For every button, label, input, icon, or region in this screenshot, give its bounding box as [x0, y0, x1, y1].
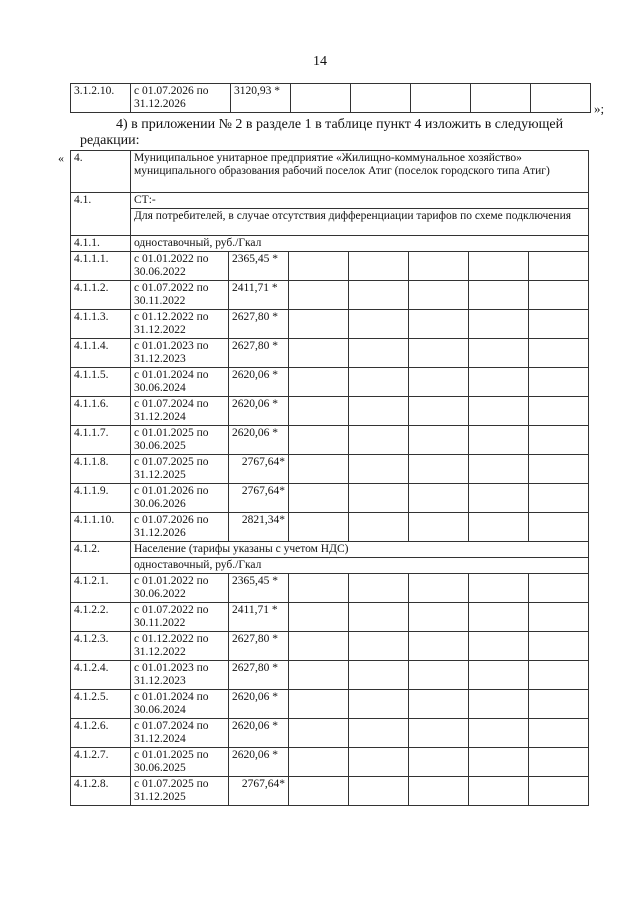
- row-number: 4.1.2.6.: [71, 719, 131, 748]
- empty-cell: [289, 397, 349, 426]
- empty-cell: [409, 632, 469, 661]
- empty-cell: [469, 339, 529, 368]
- empty-cell: [529, 426, 589, 455]
- previous-tariff-table: [70, 83, 591, 113]
- row-price: 2411,71 *: [229, 281, 289, 310]
- empty-cell: [349, 455, 409, 484]
- row-number: 4.1.2.3.: [71, 632, 131, 661]
- empty-cell: [289, 484, 349, 513]
- row-period: с 01.01.2025 по 30.06.2025: [131, 748, 229, 777]
- empty-cell: [409, 513, 469, 542]
- empty-cell: [529, 397, 589, 426]
- empty-cell: [469, 513, 529, 542]
- group-sub-row: [71, 558, 589, 574]
- empty-cell: [469, 690, 529, 719]
- empty-cell: [409, 574, 469, 603]
- table-row: [71, 777, 589, 806]
- empty-cell: [529, 281, 589, 310]
- table-row: [71, 397, 589, 426]
- empty-cell: [409, 397, 469, 426]
- empty-cell: [289, 455, 349, 484]
- row-period: с 01.07.2025 по 31.12.2025: [131, 777, 229, 806]
- row-number: 4.1.2.2.: [71, 603, 131, 632]
- table-row: [71, 252, 589, 281]
- empty-cell: [469, 252, 529, 281]
- row-number: 4.1.1.10.: [71, 513, 131, 542]
- row-number: 4.1.2.7.: [71, 748, 131, 777]
- row-price: 2767,64*: [229, 455, 289, 484]
- empty-cell: [529, 574, 589, 603]
- empty-cell: [289, 603, 349, 632]
- row-price: 2620,06 *: [229, 426, 289, 455]
- page-number: 14: [313, 54, 327, 69]
- opening-quote: «: [58, 151, 64, 165]
- row-period: с 01.01.2022 по 30.06.2022: [131, 252, 229, 281]
- empty-cell: [349, 397, 409, 426]
- empty-cell: [289, 252, 349, 281]
- row-period: с 01.07.2022 по 30.11.2022: [131, 603, 229, 632]
- row-price: 2620,06 *: [229, 719, 289, 748]
- empty-cell: [409, 368, 469, 397]
- empty-cell: [409, 690, 469, 719]
- row-period: с 01.12.2022 по 31.12.2022: [131, 632, 229, 661]
- row-price: 2620,06 *: [229, 690, 289, 719]
- empty-cell: [289, 281, 349, 310]
- row-period: с 01.01.2022 по 30.06.2022: [131, 574, 229, 603]
- empty-cell: [349, 748, 409, 777]
- row-period: с 01.01.2023 по 31.12.2023: [131, 339, 229, 368]
- group-row: [71, 542, 589, 558]
- closing-quote: »;: [594, 101, 605, 116]
- row-number: 4.1.2.5.: [71, 690, 131, 719]
- section-row: [71, 193, 589, 209]
- empty-cell: [409, 310, 469, 339]
- row-period: с 01.12.2022 по 31.12.2022: [131, 310, 229, 339]
- row-number: 4.1.1.3.: [71, 310, 131, 339]
- empty-cell: [469, 281, 529, 310]
- empty-cell: [469, 777, 529, 806]
- group-subtitle: одноставочный, руб./Гкал: [131, 558, 589, 574]
- empty-cell: [469, 719, 529, 748]
- empty-cell: [289, 310, 349, 339]
- group-number: 4.1.2.: [71, 542, 131, 574]
- empty-cell: [289, 426, 349, 455]
- row-number: 4.1.2.4.: [71, 661, 131, 690]
- section-sub-row: [71, 209, 589, 236]
- empty-cell: [469, 455, 529, 484]
- row-price: 2365,45 *: [229, 252, 289, 281]
- table-row: [71, 484, 589, 513]
- empty-cell: [409, 603, 469, 632]
- row-price: 2627,80 *: [229, 661, 289, 690]
- table-row: [71, 368, 589, 397]
- empty-cell: [289, 777, 349, 806]
- row-number: 4.1.1.9.: [71, 484, 131, 513]
- row-number: 4.1.1.4.: [71, 339, 131, 368]
- row-period: с 01.01.2025 по 30.06.2025: [131, 426, 229, 455]
- table-row: [71, 748, 589, 777]
- row-price: 2620,06 *: [229, 397, 289, 426]
- table-row: [71, 719, 589, 748]
- empty-cell: [529, 339, 589, 368]
- empty-cell: [469, 603, 529, 632]
- row-number: 4.1.2.1.: [71, 574, 131, 603]
- table-row: [71, 455, 589, 484]
- empty-cell: [409, 719, 469, 748]
- row-period: с 01.07.2026 по 31.12.2026: [131, 513, 229, 542]
- empty-cell: [289, 339, 349, 368]
- empty-cell: [349, 310, 409, 339]
- table-row: [71, 513, 589, 542]
- section-label: СТ:-: [131, 193, 589, 209]
- row-number: 4.1.1.5.: [71, 368, 131, 397]
- empty-cell: [469, 748, 529, 777]
- empty-cell: [529, 690, 589, 719]
- row-period: с 01.07.2026 по 31.12.2026: [131, 84, 231, 113]
- empty-cell: [289, 748, 349, 777]
- empty-cell: [409, 426, 469, 455]
- section-number: 4.1.: [71, 193, 131, 236]
- empty-cell: [529, 484, 589, 513]
- group-label: одноставочный, руб./Гкал: [131, 236, 589, 252]
- empty-cell: [469, 661, 529, 690]
- table-row: [71, 690, 589, 719]
- empty-cell: [409, 455, 469, 484]
- empty-cell: [529, 661, 589, 690]
- empty-cell: [349, 252, 409, 281]
- empty-cell: [469, 397, 529, 426]
- group-row: [71, 236, 589, 252]
- tariff-table: [70, 150, 589, 806]
- empty-cell: [529, 455, 589, 484]
- row-price: 2620,06 *: [229, 748, 289, 777]
- table-row: [71, 84, 591, 113]
- empty-cell: [349, 632, 409, 661]
- empty-cell: [349, 426, 409, 455]
- empty-cell: [529, 603, 589, 632]
- empty-cell: [349, 777, 409, 806]
- empty-cell: [529, 513, 589, 542]
- row-price: 2411,71 *: [229, 603, 289, 632]
- empty-cell: [469, 426, 529, 455]
- empty-cell: [529, 368, 589, 397]
- empty-cell: [531, 84, 591, 113]
- empty-cell: [409, 281, 469, 310]
- row-period: с 01.01.2026 по 30.06.2026: [131, 484, 229, 513]
- empty-cell: [349, 368, 409, 397]
- group-label: Население (тарифы указаны с учетом НДС): [131, 542, 589, 558]
- table-row: [71, 310, 589, 339]
- table-row: [71, 574, 589, 603]
- empty-cell: [469, 368, 529, 397]
- empty-cell: [349, 574, 409, 603]
- empty-cell: [289, 513, 349, 542]
- empty-cell: [469, 632, 529, 661]
- empty-cell: [349, 719, 409, 748]
- empty-cell: [349, 603, 409, 632]
- empty-cell: [529, 310, 589, 339]
- row-period: с 01.07.2024 по 31.12.2024: [131, 397, 229, 426]
- row-number: 4.1.1.6.: [71, 397, 131, 426]
- empty-cell: [351, 84, 411, 113]
- row-number: 4.1.2.8.: [71, 777, 131, 806]
- empty-cell: [349, 339, 409, 368]
- empty-cell: [289, 574, 349, 603]
- empty-cell: [409, 484, 469, 513]
- table-row: [71, 661, 589, 690]
- row-period: с 01.01.2024 по 30.06.2024: [131, 368, 229, 397]
- section-subtitle: Для потребителей, в случае отсутствия дифференциации тарифов по схеме подключения: [131, 209, 589, 236]
- table-row: [71, 281, 589, 310]
- empty-cell: [409, 661, 469, 690]
- empty-cell: [349, 661, 409, 690]
- empty-cell: [409, 777, 469, 806]
- row-price: 2627,80 *: [229, 339, 289, 368]
- header-row: [71, 151, 589, 193]
- empty-cell: [289, 661, 349, 690]
- empty-cell: [409, 252, 469, 281]
- row-price: 2767,64*: [229, 777, 289, 806]
- row-price: 2821,34*: [229, 513, 289, 542]
- table-row: [71, 632, 589, 661]
- empty-cell: [469, 574, 529, 603]
- empty-cell: [409, 748, 469, 777]
- empty-cell: [349, 281, 409, 310]
- row-number: 3.1.2.10.: [71, 84, 131, 113]
- empty-cell: [289, 690, 349, 719]
- section-number: 4.: [71, 151, 131, 193]
- table-row: [71, 426, 589, 455]
- row-price: 2620,06 *: [229, 368, 289, 397]
- row-price: 2767,64*: [229, 484, 289, 513]
- row-number: 4.1.1.8.: [71, 455, 131, 484]
- row-period: с 01.07.2024 по 31.12.2024: [131, 719, 229, 748]
- row-period: с 01.07.2022 по 30.11.2022: [131, 281, 229, 310]
- table-row: [71, 603, 589, 632]
- empty-cell: [409, 339, 469, 368]
- empty-cell: [529, 777, 589, 806]
- group-number: 4.1.1.: [71, 236, 131, 252]
- empty-cell: [469, 310, 529, 339]
- amendment-paragraph: 4) в приложении № 2 в разделе 1 в таблице пункт 4 изложить в следующей редакции:: [80, 117, 564, 148]
- organization-name: Муниципальное унитарное предприятие «Жилищно-коммунальное хозяйство» муниципального образования рабочий поселок Атиг (поселок городского типа Атиг): [131, 151, 589, 193]
- empty-cell: [529, 748, 589, 777]
- empty-cell: [469, 484, 529, 513]
- row-period: с 01.01.2024 по 30.06.2024: [131, 690, 229, 719]
- row-price: 3120,93 *: [231, 84, 291, 113]
- empty-cell: [291, 84, 351, 113]
- row-number: 4.1.1.1.: [71, 252, 131, 281]
- empty-cell: [471, 84, 531, 113]
- row-period: с 01.01.2023 по 31.12.2023: [131, 661, 229, 690]
- empty-cell: [289, 632, 349, 661]
- row-price: 2627,80 *: [229, 310, 289, 339]
- row-price: 2627,80 *: [229, 632, 289, 661]
- row-number: 4.1.1.2.: [71, 281, 131, 310]
- empty-cell: [411, 84, 471, 113]
- empty-cell: [349, 513, 409, 542]
- empty-cell: [289, 719, 349, 748]
- empty-cell: [349, 690, 409, 719]
- row-price: 2365,45 *: [229, 574, 289, 603]
- empty-cell: [529, 632, 589, 661]
- empty-cell: [349, 484, 409, 513]
- empty-cell: [289, 368, 349, 397]
- row-number: 4.1.1.7.: [71, 426, 131, 455]
- table-row: [71, 339, 589, 368]
- row-period: с 01.07.2025 по 31.12.2025: [131, 455, 229, 484]
- empty-cell: [529, 719, 589, 748]
- empty-cell: [529, 252, 589, 281]
